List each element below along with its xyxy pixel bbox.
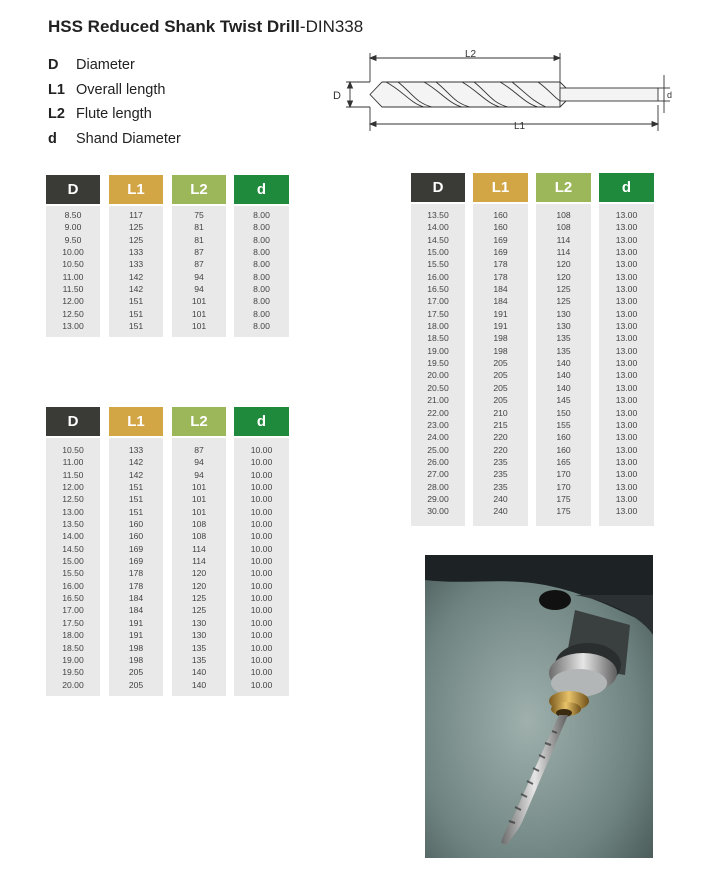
table-cell: 24.00 [427, 432, 449, 443]
column-d [234, 438, 289, 696]
table-cell: 198 [493, 333, 508, 344]
table-cell: 10.00 [250, 642, 273, 653]
legend-key: d [48, 130, 57, 147]
table-cell: 30.00 [427, 506, 449, 517]
table-cell: 215 [493, 419, 508, 430]
table-cell: 8.00 [253, 259, 270, 270]
table-cell: 130 [556, 321, 571, 332]
header-L2: L2 [536, 173, 591, 202]
table-cell: 114 [192, 543, 206, 554]
table-cell: 13.00 [615, 234, 638, 245]
table-cell: 87 [194, 259, 204, 270]
table-cell: 17.00 [427, 296, 449, 307]
table-cell: 19.00 [62, 654, 84, 665]
table-cell: 125 [128, 234, 144, 245]
table-cell: 10.00 [250, 556, 273, 567]
table-cell: 10.00 [250, 445, 273, 455]
table-cell: 94 [194, 284, 204, 295]
table-cell: 184 [493, 284, 508, 295]
table-cell: 205 [493, 395, 508, 406]
table-cell: 108 [556, 210, 571, 220]
table-cell: 17.50 [62, 617, 84, 628]
table-cell: 170 [556, 469, 571, 480]
table-cell: 14.50 [427, 234, 449, 245]
table-cell: 151 [128, 494, 144, 505]
table-cell: 75 [194, 210, 204, 220]
table-cell: 220 [493, 444, 508, 455]
table-cell: 13.00 [615, 456, 638, 467]
table-cell: 19.50 [62, 667, 84, 678]
header-d: d [599, 173, 654, 202]
table-cell: 125 [191, 593, 207, 604]
table-cell: 81 [194, 222, 204, 233]
table-cell: 21.00 [427, 395, 449, 406]
drill-dimension-diagram [328, 45, 688, 145]
table-cell: 13.00 [62, 506, 84, 517]
table-cell: 8.00 [253, 308, 270, 319]
table-cell: 142 [128, 284, 144, 295]
table-cell: 10.00 [62, 247, 84, 258]
table-cell: 10.00 [250, 457, 273, 468]
legend-item-D [48, 53, 181, 78]
column-L2 [172, 206, 226, 337]
table-cell: 184 [128, 605, 144, 616]
table-cell: 178 [128, 568, 144, 579]
table-cell: 10.00 [250, 617, 273, 628]
table-cell: 13.00 [615, 321, 638, 332]
table-cell: 240 [493, 506, 508, 517]
table-cell: 11.00 [62, 271, 84, 282]
table-cell: 8.00 [253, 296, 270, 307]
table-cell: 205 [493, 382, 508, 393]
table-cell: 140 [556, 370, 571, 381]
table-cell: 26.00 [427, 456, 449, 467]
table-cell: 16.50 [62, 593, 84, 604]
table-cell: 10.00 [250, 519, 273, 530]
table-cell: 10.00 [250, 679, 273, 690]
table-cell: 10.00 [250, 580, 273, 591]
table-cell: 140 [556, 358, 571, 369]
table-cell: 133 [128, 247, 144, 258]
header-L2: L2 [172, 175, 226, 204]
table-cell: 151 [128, 321, 144, 332]
table-cell: 165 [556, 456, 571, 467]
table-cell: 13.00 [615, 370, 638, 381]
table-cell: 18.00 [62, 630, 84, 641]
table-cell: 130 [556, 308, 571, 319]
table-cell: 13.00 [615, 382, 638, 393]
legend-key: D [48, 57, 59, 73]
table-cell: 13.00 [615, 493, 638, 504]
table-cell: 13.00 [615, 432, 638, 443]
table-cell: 120 [556, 259, 571, 270]
table-cell: 108 [191, 519, 207, 530]
table-cell: 13.00 [615, 247, 638, 258]
table-cell: 8.00 [253, 321, 270, 332]
table-cell: 8.00 [253, 247, 270, 258]
table-cell: 235 [493, 481, 508, 492]
table-cell: 205 [493, 370, 508, 381]
table-cell: 160 [128, 531, 144, 542]
table-cell: 8.00 [253, 271, 270, 282]
table-cell: 13.00 [615, 222, 638, 233]
table-cell: 135 [191, 642, 207, 653]
table-cell: 125 [556, 296, 571, 307]
table-cell: 160 [556, 432, 571, 443]
table-cell: 184 [128, 593, 144, 604]
table-cell: 15.50 [62, 568, 84, 579]
table-cell: 198 [128, 654, 144, 665]
table-cell: 10.00 [250, 593, 273, 604]
header-L1: L1 [109, 407, 163, 436]
table-cell: 135 [556, 333, 571, 344]
header-L2: L2 [172, 407, 226, 436]
table-cell: 22.00 [427, 407, 449, 418]
table-cell: 125 [128, 222, 144, 233]
table-cell: 145 [556, 395, 571, 406]
table-cell: 8.50 [64, 210, 82, 220]
table-cell: 23.00 [427, 419, 449, 430]
table-cell: 10.50 [62, 259, 84, 270]
title-main: HSS Reduced Shank Twist Drill [48, 17, 300, 36]
table-cell: 120 [191, 580, 207, 591]
table-cell: 151 [128, 482, 144, 493]
legend-text: Overall length [76, 81, 166, 98]
legend-item-d [48, 127, 181, 152]
table-cell: 13.00 [615, 407, 638, 418]
column-L2 [536, 204, 591, 526]
table-cell: 12.50 [62, 494, 84, 505]
column-L1 [473, 204, 528, 526]
table-cell: 142 [128, 469, 144, 480]
table-cell: 11.50 [62, 469, 84, 480]
table-cell: 10.00 [250, 506, 273, 517]
table-cell: 13.00 [615, 296, 638, 307]
table-cell: 101 [191, 308, 207, 319]
table-cell: 16.00 [427, 271, 449, 282]
table-cell: 169 [493, 234, 508, 245]
table-cell: 10.00 [250, 543, 273, 554]
table-cell: 235 [493, 469, 508, 480]
table-cell: 160 [493, 222, 508, 233]
table-cell: 101 [191, 321, 207, 332]
table-cell: 13.00 [615, 210, 638, 220]
table-cell: 220 [493, 432, 508, 443]
table-cell: 28.00 [427, 481, 449, 492]
table-cell: 10.00 [250, 482, 273, 493]
table-cell: 10.00 [250, 605, 273, 616]
table-cell: 25.00 [427, 444, 449, 455]
table-cell: 10.00 [250, 494, 273, 505]
table-cell: 114 [556, 234, 571, 245]
table-cell: 8.00 [253, 210, 270, 220]
table-cell: 19.00 [427, 345, 449, 356]
table-cell: 169 [493, 247, 508, 258]
table-cell: 14.00 [427, 222, 449, 233]
table-cell: 8.00 [253, 222, 270, 233]
table-cell: 81 [194, 234, 204, 245]
table-cell: 205 [493, 358, 508, 369]
title-standard: -DIN338 [299, 17, 364, 36]
header-D: D [411, 173, 465, 202]
table-cell: 18.00 [427, 321, 449, 332]
table-cell: 108 [191, 531, 207, 542]
table-cell: 151 [128, 506, 144, 517]
table-cell: 13.00 [615, 271, 638, 282]
table-cell: 155 [556, 419, 571, 430]
table-cell: 94 [194, 469, 204, 480]
table-cell: 130 [191, 617, 207, 628]
table-cell: 240 [493, 493, 508, 504]
table-cell: 9.00 [64, 222, 82, 233]
table-cell: 114 [556, 247, 571, 258]
legend-item-L1 [48, 78, 181, 103]
table-cell: 11.50 [62, 284, 84, 295]
legend-item-L2 [48, 102, 181, 127]
table-cell: 210 [493, 407, 508, 418]
table-cell: 14.00 [62, 531, 84, 542]
drill-chuck-photo [425, 555, 653, 858]
table-cell: 18.50 [62, 642, 84, 653]
table-cell: 20.50 [427, 382, 449, 393]
table-cell: 10.00 [250, 667, 273, 678]
table-cell: 87 [194, 445, 204, 455]
table-cell: 101 [191, 482, 207, 493]
table-cell: 13.50 [62, 519, 84, 530]
table-cell: 18.50 [427, 333, 449, 344]
table-cell: 135 [556, 345, 571, 356]
table-cell: 160 [493, 210, 508, 220]
table-cell: 133 [128, 259, 144, 270]
table-cell: 114 [192, 556, 206, 567]
table-cell: 160 [128, 519, 144, 530]
table-cell: 10.00 [250, 630, 273, 641]
legend-text: Shand Diameter [76, 130, 181, 147]
table-cell: 11.00 [62, 457, 84, 468]
table-cell: 13.00 [615, 345, 638, 356]
table-cell: 101 [191, 506, 207, 517]
table-cell: 17.00 [62, 605, 84, 616]
column-L2 [172, 438, 226, 696]
label-d: d [667, 90, 673, 100]
column-L1 [109, 206, 163, 337]
table-cell: 151 [128, 308, 144, 319]
table-cell: 19.50 [427, 358, 449, 369]
header-d: d [234, 407, 289, 436]
table-cell: 13.50 [427, 210, 449, 220]
table-cell: 13.00 [615, 333, 638, 344]
table-cell: 178 [493, 259, 508, 270]
table-cell: 13.00 [615, 506, 638, 517]
table-cell: 101 [191, 494, 207, 505]
header-D: D [46, 175, 100, 204]
table-cell: 13.00 [615, 395, 638, 406]
column-L1 [109, 438, 163, 696]
table-cell: 198 [493, 345, 508, 356]
table-cell: 20.00 [62, 679, 84, 690]
label-L1: L1 [514, 121, 526, 132]
table-cell: 16.00 [62, 580, 84, 591]
table-cell: 175 [556, 493, 571, 504]
table-cell: 10.00 [250, 568, 273, 579]
legend-key: L2 [48, 106, 65, 122]
table-cell: 94 [194, 457, 204, 468]
table-cell: 16.50 [427, 284, 449, 295]
table-cell: 13.00 [615, 259, 638, 270]
table-cell: 17.50 [427, 308, 449, 319]
table-cell: 175 [556, 506, 571, 517]
table-cell: 130 [191, 630, 207, 641]
table-cell: 10.00 [250, 469, 273, 480]
table-cell: 10.00 [250, 654, 273, 665]
table-cell: 184 [493, 296, 508, 307]
table-cell: 142 [128, 271, 144, 282]
table-cell: 13.00 [615, 419, 638, 430]
table-cell: 135 [191, 654, 207, 665]
table-cell: 8.00 [253, 234, 270, 245]
table-cell: 178 [128, 580, 144, 591]
page-title [48, 17, 363, 37]
table-cell: 13.00 [62, 321, 84, 332]
column-D [46, 206, 100, 337]
table-cell: 160 [556, 444, 571, 455]
table-cell: 13.00 [615, 444, 638, 455]
label-L2: L2 [465, 49, 477, 60]
table-cell: 178 [493, 271, 508, 282]
table-cell: 235 [493, 456, 508, 467]
table-cell: 101 [191, 296, 207, 307]
table-cell: 15.50 [427, 259, 449, 270]
table-cell: 10.50 [62, 445, 84, 455]
table-cell: 169 [128, 556, 144, 567]
table-cell: 205 [128, 667, 144, 678]
header-D: D [46, 407, 100, 436]
label-D: D [333, 90, 341, 102]
table-cell: 205 [128, 679, 144, 690]
header-d: d [234, 175, 289, 204]
table-cell: 12.00 [62, 296, 84, 307]
table-cell: 120 [556, 271, 571, 282]
table-cell: 108 [556, 222, 571, 233]
table-cell: 142 [128, 457, 144, 468]
table-cell: 15.00 [62, 556, 84, 567]
table-cell: 120 [191, 568, 207, 579]
table-cell: 191 [128, 630, 144, 641]
table-cell: 170 [556, 481, 571, 492]
table-cell: 10.00 [250, 531, 273, 542]
table-cell: 12.50 [62, 308, 84, 319]
header-L1: L1 [109, 175, 163, 204]
legend-text: Diameter [76, 57, 135, 73]
table-cell: 13.00 [615, 308, 638, 319]
table-cell: 169 [128, 543, 144, 554]
table-cell: 8.00 [253, 284, 270, 295]
table-cell: 27.00 [427, 469, 449, 480]
table-cell: 191 [128, 617, 144, 628]
table-cell: 125 [191, 605, 207, 616]
column-d [599, 204, 654, 526]
table-cell: 117 [129, 210, 143, 220]
table-cell: 13.00 [615, 469, 638, 480]
table-cell: 151 [128, 296, 144, 307]
table-cell: 13.00 [615, 358, 638, 369]
table-cell: 13.00 [615, 284, 638, 295]
table-cell: 12.00 [62, 482, 84, 493]
column-D [411, 204, 465, 526]
table-cell: 20.00 [427, 370, 449, 381]
table-cell: 94 [194, 271, 204, 282]
table-cell: 140 [556, 382, 571, 393]
header-L1: L1 [473, 173, 528, 202]
table-cell: 191 [493, 321, 508, 332]
table-cell: 9.50 [64, 234, 82, 245]
table-cell: 13.00 [615, 481, 638, 492]
table-cell: 140 [191, 667, 207, 678]
table-cell: 150 [556, 407, 571, 418]
table-cell: 14.50 [62, 543, 84, 554]
legend [48, 53, 181, 151]
table-cell: 125 [556, 284, 571, 295]
legend-key: L1 [48, 81, 65, 98]
table-cell: 29.00 [427, 493, 449, 504]
column-D [46, 438, 100, 696]
table-cell: 140 [191, 679, 207, 690]
legend-text: Flute length [76, 106, 152, 122]
table-cell: 87 [194, 247, 204, 258]
table-cell: 198 [128, 642, 144, 653]
table-cell: 15.00 [427, 247, 449, 258]
table-cell: 133 [128, 445, 144, 455]
column-d [234, 206, 289, 337]
table-cell: 191 [493, 308, 508, 319]
